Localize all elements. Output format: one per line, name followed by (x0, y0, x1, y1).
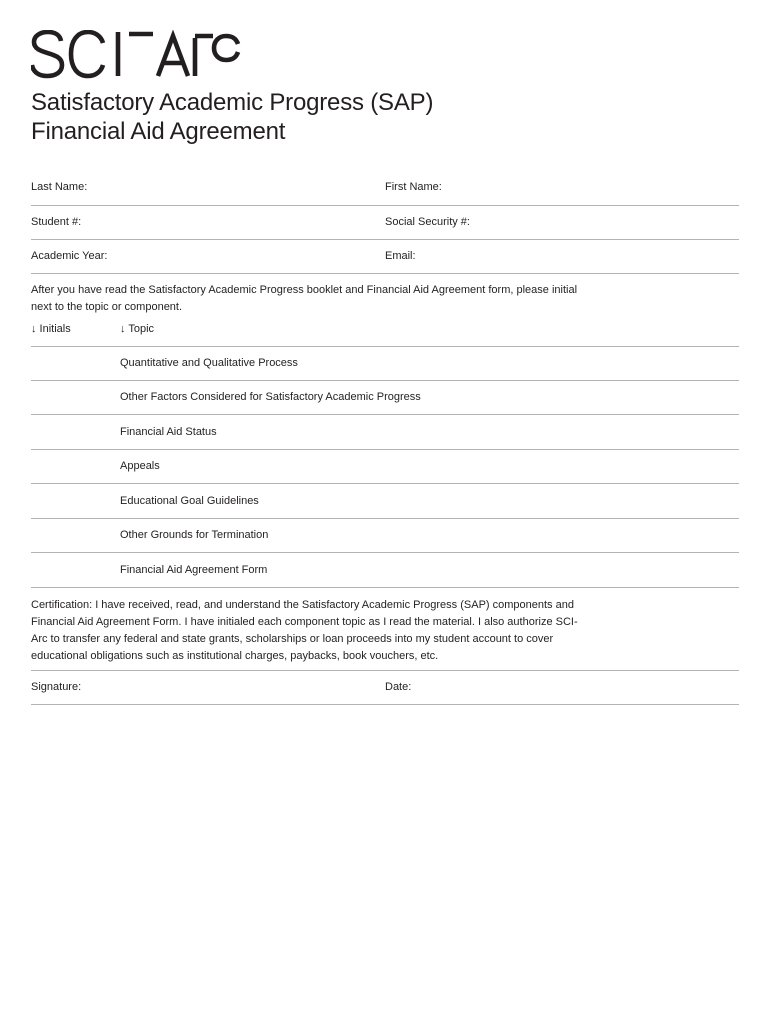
first-name-field[interactable]: First Name: (385, 181, 442, 193)
year-email-row (31, 240, 739, 274)
signature-field[interactable]: Signature: (31, 681, 82, 693)
topic-label: Educational Goal Guidelines (120, 494, 259, 507)
sci-arc-logo (31, 30, 243, 80)
topic-row[interactable] (31, 485, 739, 519)
topic-row[interactable] (31, 416, 739, 450)
topic-row[interactable] (31, 554, 739, 588)
topic-row[interactable] (31, 450, 739, 484)
topic-row[interactable] (31, 381, 739, 415)
form-title (31, 88, 433, 146)
name-row (31, 172, 739, 206)
title-line-2: Financial Aid Agreement (31, 118, 286, 145)
topic-label: Financial Aid Agreement Form (120, 563, 268, 576)
topic-column-header: ↓ Topic (120, 323, 155, 335)
student-number-field[interactable]: Student #: (31, 216, 82, 228)
certification-text: Certification: I have received, read, and understand the Satisfactory Academic Progress (SAP) components and Financial Aid Agreement Form. I have initialed each component topic as I read the material. I also authorize SCI-Arc to transfer any federal and state grants, scholarships or loan proceeds into my student account to cover educational obligations such as institutional charges, paybacks, book vouchers, etc. (31, 599, 578, 662)
date-field[interactable]: Date: (385, 681, 412, 693)
intro-text: After you have read the Satisfactory Academic Progress booklet and Financial Aid Agreement form, please initial next to the topic or component. (31, 284, 578, 313)
topic-row[interactable] (31, 519, 739, 553)
column-header-rule (31, 313, 739, 347)
social-security-field[interactable]: Social Security #: (385, 216, 470, 228)
initials-column-header: ↓ Initials (31, 323, 71, 335)
topic-label: Other Factors Considered for Satisfactory Academic Progress (120, 391, 421, 403)
topic-label: Quantitative and Qualitative Process (120, 357, 298, 369)
topic-label: Financial Aid Status (120, 425, 217, 438)
last-name-field[interactable]: Last Name: (31, 181, 88, 193)
title-line-1: Satisfactory Academic Progress (SAP) (31, 89, 434, 116)
signature-row (31, 671, 739, 705)
id-row (31, 206, 739, 240)
topic-label: Appeals (120, 460, 160, 472)
academic-year-field[interactable]: Academic Year: (31, 250, 108, 262)
topic-label: Other Grounds for Termination (120, 529, 269, 541)
topic-row[interactable] (31, 347, 739, 381)
email-field[interactable]: Email: (385, 250, 416, 262)
